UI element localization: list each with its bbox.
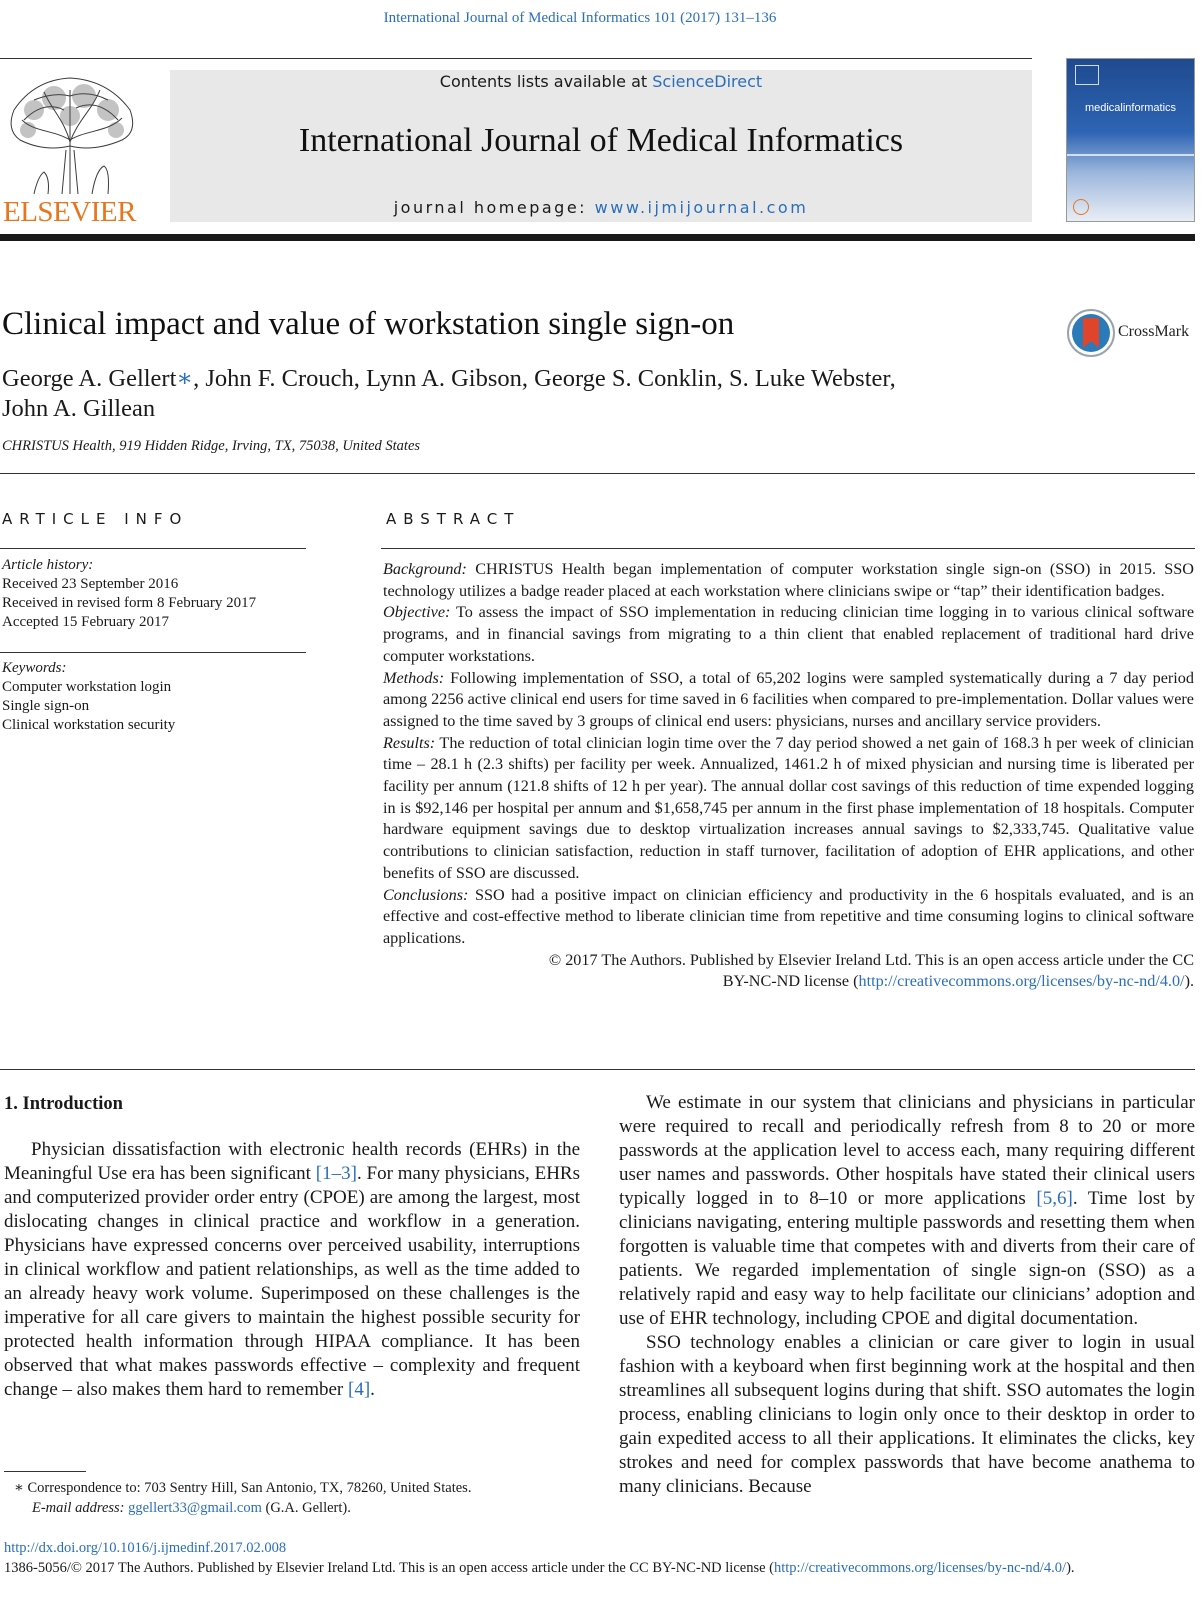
keywords-block bbox=[2, 659, 302, 735]
intro-paragraph: SSO technology enables a clinician or care giver to login in usual fashion with a keyboard when first beginning work at the hospital and then streamlines all subsequent logins during that shift. SSO automates the login process, enabling clinicians to login only once to their desktop in order to gain expedited access to all their applications. It eliminates the clicks, key strokes and need for complex passwords that have become anathema to many clinicians. Because bbox=[619, 1332, 1195, 1497]
journal-citation[interactable]: International Journal of Medical Informatics 101 (2017) 131–136 bbox=[383, 10, 777, 26]
article-info-heading: ARTICLE INFO bbox=[2, 510, 189, 528]
page-footer bbox=[4, 1538, 1194, 1578]
abstract-conclusions bbox=[383, 885, 1194, 950]
abstract-objective bbox=[383, 602, 1194, 667]
intro-paragraph bbox=[4, 1138, 580, 1402]
cover-badge-icon bbox=[1073, 199, 1089, 215]
intro-paragraph bbox=[619, 1091, 1195, 1331]
author-corresponding[interactable]: George A. Gellert bbox=[2, 365, 177, 392]
affiliation-rule bbox=[0, 473, 1195, 474]
license-link[interactable]: http://creativecommons.org/licenses/by-nc-nd/4.0/ bbox=[858, 972, 1185, 991]
history-label: Article history: bbox=[2, 557, 94, 573]
abstract-heading: ABSTRACT bbox=[386, 510, 521, 528]
intro-text: . bbox=[370, 1379, 375, 1400]
homepage-prefix: journal homepage: bbox=[393, 198, 595, 217]
conclusions-label: Conclusions: bbox=[383, 885, 469, 904]
elsevier-tree-logo bbox=[4, 70, 139, 195]
intro-text: . Time lost by clinicians navigating, entering multiple passwords and resetting them when forgotten is valuable time that competes with and diverts from their care of patients. We regarded implementation of single sign-on (SSO) as a relatively rapid and easy way to help facilitate our clinicians’ adoption and use of EHR technology, including CPOE and digital documentation. bbox=[619, 1188, 1195, 1329]
sciencedirect-link[interactable]: ScienceDirect bbox=[652, 72, 763, 91]
citation-link[interactable]: [1–3] bbox=[315, 1163, 357, 1184]
copyright-line-1: © 2017 The Authors. Published by Elsevier Ireland Ltd. This is an open access article under the CC bbox=[548, 950, 1194, 969]
correspondence-text: Correspondence to: 703 Sentry Hill, San Antonio, TX, 78260, United States. bbox=[23, 1480, 472, 1496]
abstract-methods bbox=[383, 668, 1194, 733]
citation-link[interactable]: [5,6] bbox=[1036, 1188, 1073, 1209]
intro-text: . For many physicians, EHRs and computerized provider order entry (CPOE) are among the largest, most dislocating changes in clinical practice and workflow in a generation. Physicians have expressed concerns over perceived usability, interruptions in clinical workflow and patient relationships, as well as the time added to an already heavy work volume. Superimposed on these challenges is the imperative for all care givers to maintain the highest possible security for protected health information through HIPAA compliance. It has been observed that what makes passwords effective – complexity and frequent change – also makes them hard to remember bbox=[4, 1163, 580, 1400]
copyright-line-2 bbox=[383, 971, 1194, 993]
correspondence-note bbox=[14, 1478, 584, 1498]
received-date: Received 23 September 2016 bbox=[2, 576, 179, 592]
keyword-item: Computer workstation login bbox=[2, 679, 172, 695]
background-label: Background: bbox=[383, 560, 467, 578]
conclusions-text: SSO had a positive impact on clinician efficiency and productivity in the 6 hospitals evaluated, and is an effective and cost-effective method to liberate clinician time from repetitive and time consuming logins to clinical software applications. bbox=[383, 885, 1194, 947]
keyword-item: Clinical workstation security bbox=[2, 717, 176, 733]
abstract-bottom-rule bbox=[0, 1069, 1195, 1070]
crossmark-label: CrossMark bbox=[1118, 323, 1190, 340]
journal-homepage bbox=[170, 198, 1032, 217]
crossmark-badge[interactable] bbox=[1066, 308, 1201, 360]
authors-line-2: John A. Gillean bbox=[2, 395, 156, 422]
email-link[interactable]: ggellert33@gmail.com bbox=[128, 1500, 262, 1516]
intro-text: Physician dissatisfaction with electronic health records (EHRs) in the Meaningful Use era has been significant bbox=[4, 1139, 580, 1184]
homepage-link[interactable]: www.ijmijournal.com bbox=[594, 198, 809, 217]
affiliation: CHRISTUS Health, 919 Hidden Ridge, Irving, TX, 75038, United States bbox=[2, 438, 421, 454]
background-text: CHRISTUS Health began implementation of computer workstation single sign-on (SSO) in 2015. SSO technology utilizes a badge reader placed at each workstation where clinicians swipe or “tap” their identification badges. bbox=[383, 560, 1194, 600]
copyright-prefix: BY-NC-ND license ( bbox=[722, 972, 859, 991]
article-history bbox=[2, 556, 302, 632]
cover-logo-mark bbox=[1075, 65, 1099, 85]
footnote bbox=[14, 1478, 584, 1518]
abstract-copyright bbox=[383, 950, 1194, 993]
results-text: The reduction of total clinician login time over the 7 day period showed a net gain of 168.3 h per week of clinician time – 28.1 h (2.3 shifts) per facility per week. Annualized, 1461.2 h of mixed physician and nursing time is liberated per facility per annum (121.8 shifts of 12 h per year). The annual dollar cost savings of this reduction of time expended logging in is $92,146 per hospital per annum and $1,658,745 per annum in the first phase implementation of 18 hospitals. Computer hardware equipment savings due to desktop virtualization increases annual savings to $2,333,745. Qualitative value contributions to clinician satisfaction, reduction in staff turnover, facilitation of adoption of EHR applications, and other benefits of SSO are discussed. bbox=[383, 733, 1194, 882]
authors-line-1 bbox=[2, 364, 1002, 394]
results-label: Results: bbox=[383, 733, 436, 752]
elsevier-logo-text[interactable]: ELSEVIER bbox=[3, 196, 136, 228]
author-list bbox=[2, 364, 1002, 424]
left-column bbox=[4, 1138, 580, 1402]
objective-text: To assess the impact of SSO implementation in reducing clinician time logging in to various clinical software programs, and in financial savings from migrating to a thin client that enabled replacement of traditional hard drive computer workstations. bbox=[383, 603, 1194, 665]
abstract-body bbox=[383, 559, 1194, 993]
header-bottom-rule bbox=[0, 234, 1195, 241]
contents-line bbox=[170, 72, 1032, 91]
email-note bbox=[14, 1498, 584, 1518]
header-top-rule bbox=[0, 58, 1032, 59]
issn-line bbox=[4, 1558, 1194, 1578]
contents-prefix: Contents lists available at bbox=[439, 72, 653, 91]
authors-rest: , John F. Crouch, Lynn A. Gibson, George S. Conklin, S. Luke Webster, bbox=[193, 365, 896, 392]
journal-cover-image[interactable] bbox=[1066, 58, 1195, 222]
abstract-results bbox=[383, 733, 1194, 885]
right-column bbox=[619, 1091, 1195, 1499]
intro-text: We estimate in our system that clinicians and physicians in particular were required to recall and periodically refresh from 8 to 20 or more passwords at the application level to access each, many requiring different user names and passwords. Other hospitals have stated their clinical users typically logged in to 8–10 or more applications bbox=[619, 1092, 1195, 1209]
crossmark-icon bbox=[1066, 308, 1116, 358]
email-label: E-mail address: bbox=[32, 1500, 125, 1516]
journal-title: International Journal of Medical Informatics bbox=[298, 122, 904, 159]
article-info-rule bbox=[0, 548, 306, 549]
citation-link[interactable]: [4] bbox=[348, 1379, 371, 1400]
accepted-date: Accepted 15 February 2017 bbox=[2, 614, 170, 630]
methods-text: Following implementation of SSO, a total of 65,202 logins were sampled systematically during a 7 day period among 2256 active clinical end users for time saved in 6 facilities when compared to pre-implementation. Dollar values were assigned to the time saved by 3 groups of clinical end users: physicians, nurses and ancillary service providers. bbox=[383, 668, 1194, 730]
abstract-rule bbox=[381, 548, 1195, 549]
issn-suffix: ). bbox=[1066, 1560, 1075, 1576]
footnote-mark: ∗ bbox=[14, 1480, 24, 1496]
keywords-label: Keywords: bbox=[2, 660, 67, 676]
cover-divider bbox=[1067, 154, 1194, 156]
author-footnote-mark[interactable]: ∗ bbox=[176, 365, 194, 392]
revised-date: Received in revised form 8 February 2017 bbox=[2, 595, 257, 611]
section-heading-introduction: 1. Introduction bbox=[4, 1094, 123, 1114]
copyright-suffix: ). bbox=[1184, 972, 1194, 991]
footer-license-link[interactable]: http://creativecommons.org/licenses/by-nc-nd/4.0/ bbox=[773, 1560, 1067, 1576]
keywords-rule bbox=[0, 652, 306, 653]
abstract-background bbox=[383, 559, 1194, 602]
doi-link[interactable]: http://dx.doi.org/10.1016/j.ijmedinf.2017.02.008 bbox=[4, 1540, 287, 1556]
footnote-rule bbox=[4, 1471, 86, 1472]
email-suffix: (G.A. Gellert). bbox=[261, 1500, 351, 1516]
cover-title: medicalinformatics bbox=[1084, 102, 1177, 114]
objective-label: Objective: bbox=[383, 603, 451, 622]
issn-text: 1386-5056/© 2017 The Authors. Published by Elsevier Ireland Ltd. This is an open access article under the CC BY-NC-ND license ( bbox=[4, 1560, 774, 1576]
keyword-item: Single sign-on bbox=[2, 698, 90, 714]
article-title: Clinical impact and value of workstation single sign-on bbox=[2, 306, 735, 342]
methods-label: Methods: bbox=[383, 668, 445, 687]
